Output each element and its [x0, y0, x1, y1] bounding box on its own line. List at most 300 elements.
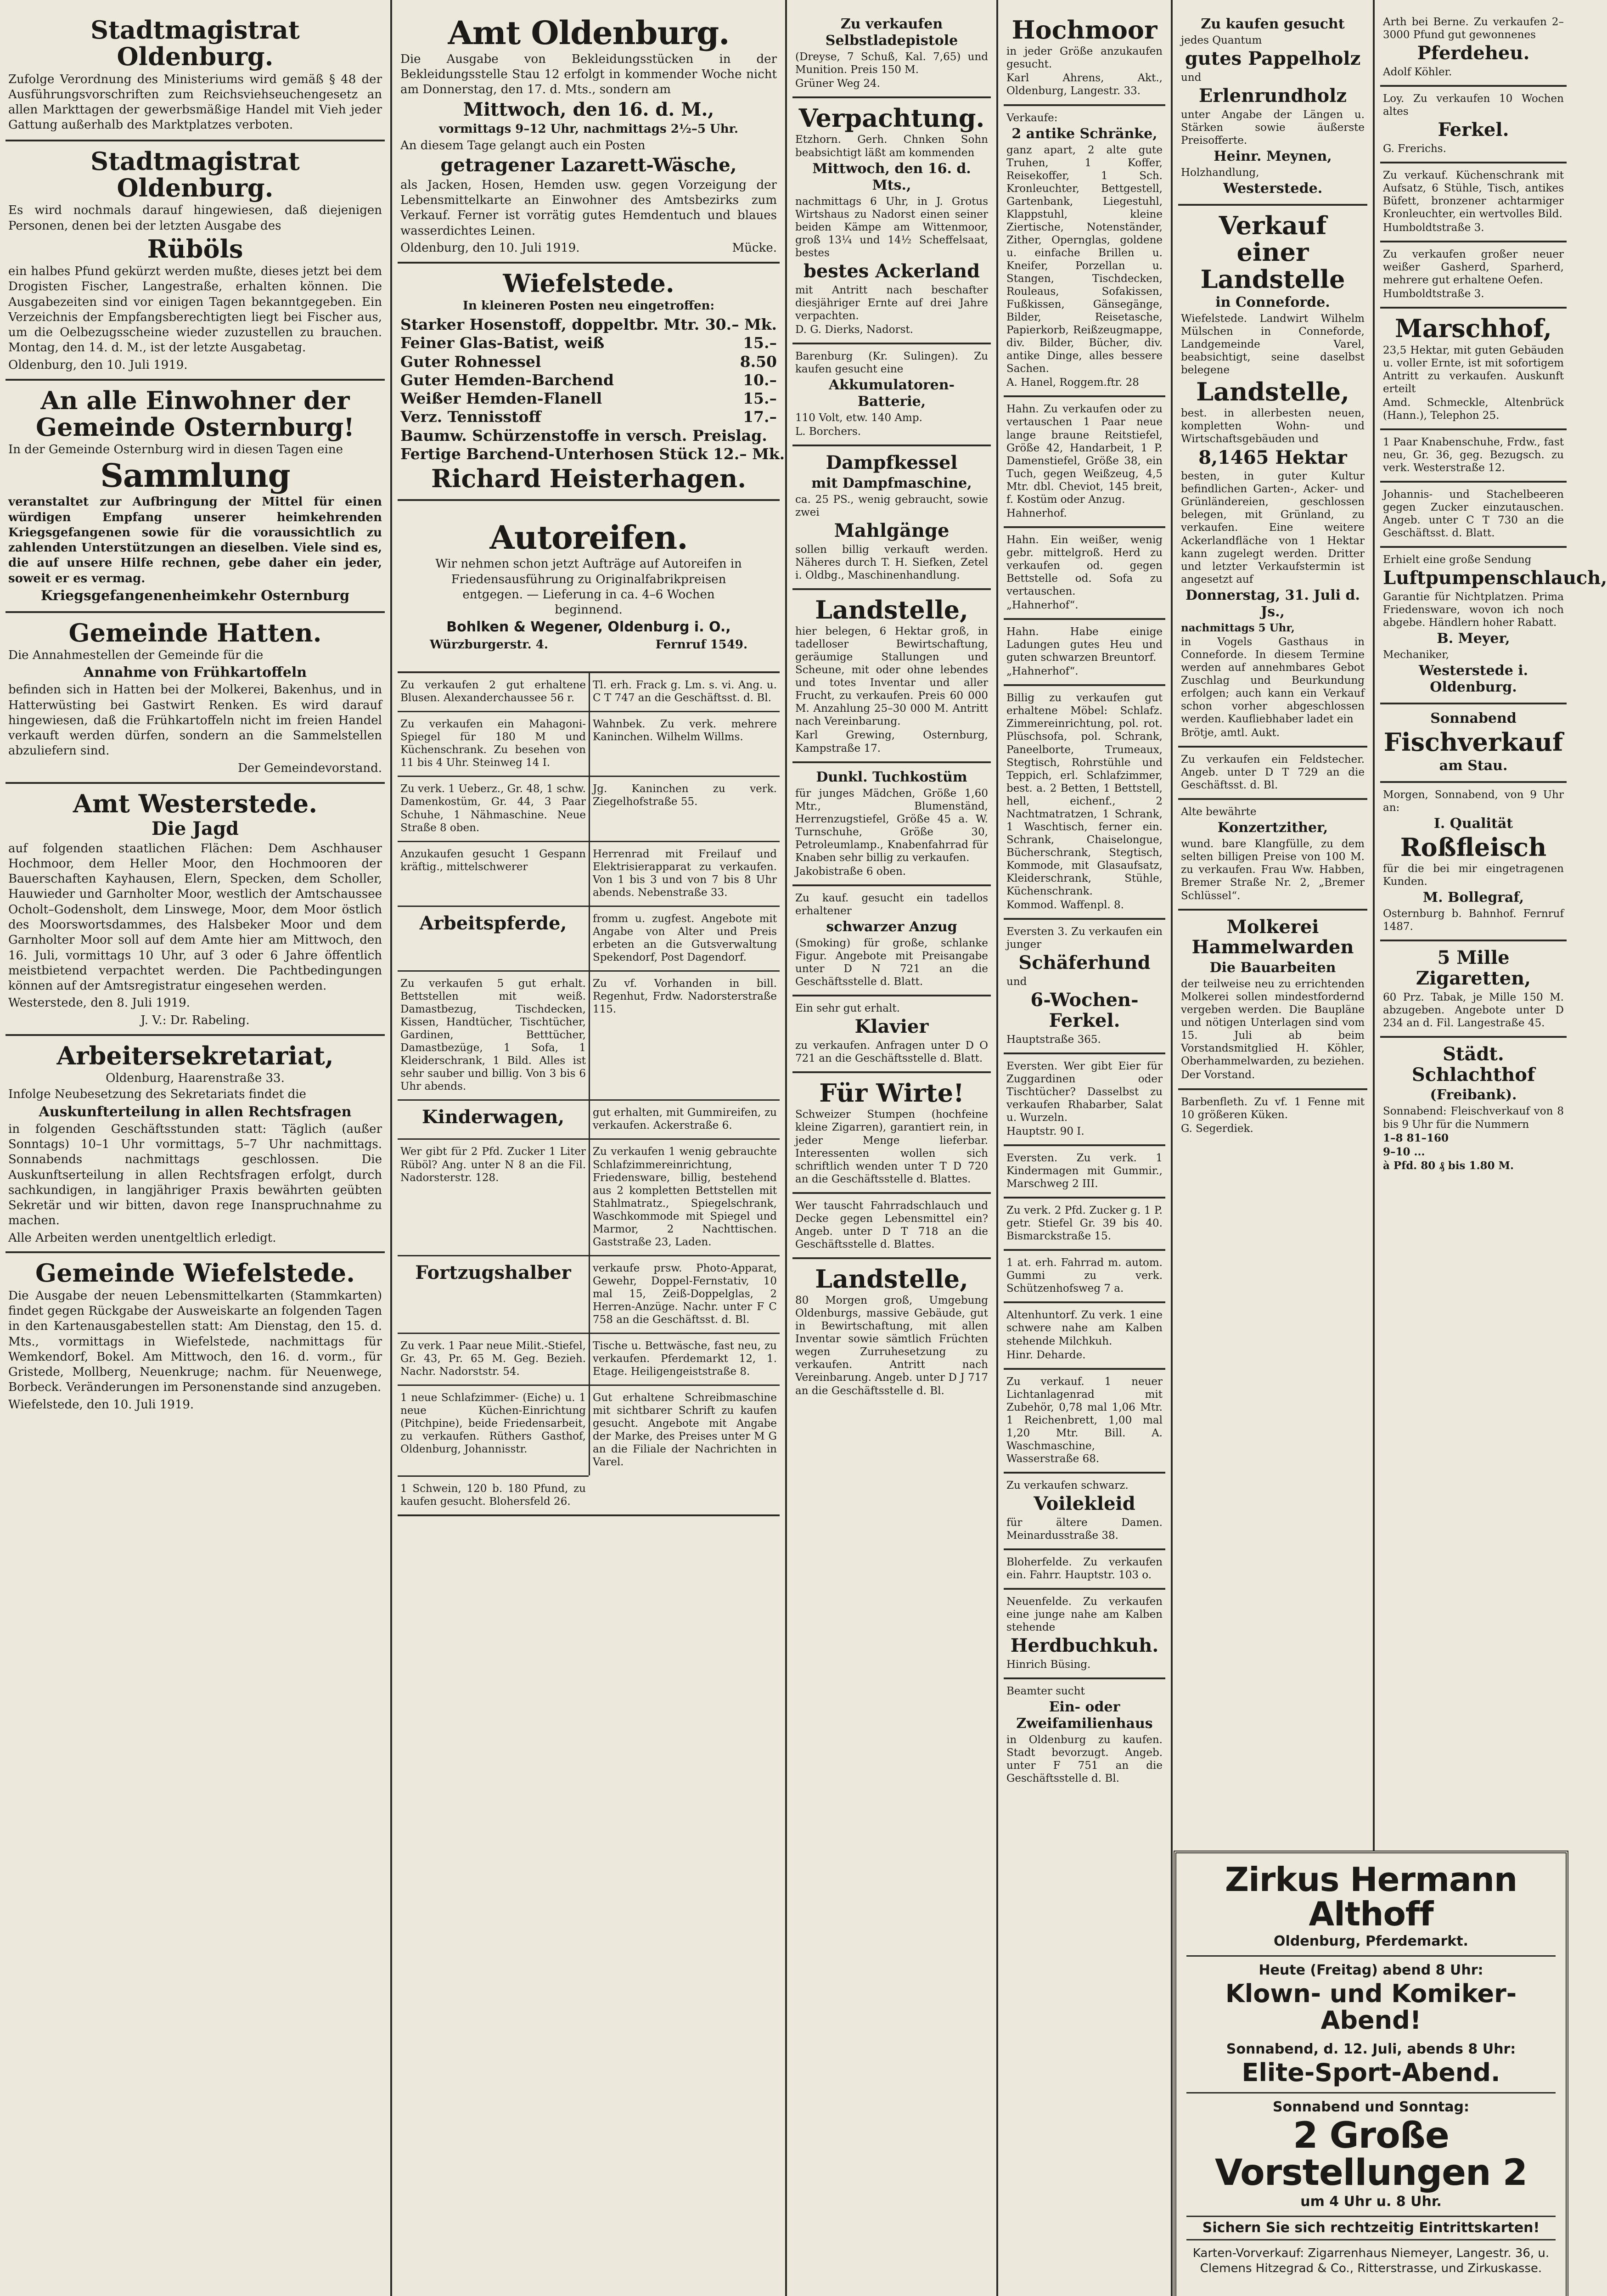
ad-signature: Karl Ahrens, Akt., Oldenburg, Langestr. 33.	[1006, 72, 1163, 97]
ad-body: Billig zu verkaufen gut erhaltene Möbel: Schlafz. Zimmereinrichtung, pol. rot. Plüschsofa, pol. Schrank, Paneelborte, Trumeaux, Stegtisch, Rohrstühle und Teppich, erl. Schlafzimmer, best. a. 2 Betten, 1 Bettstell, hell, eichenf., 2 Nachtmatratzen, 1 Schrank, 1 Waschtisch, ferner ein. Schrank, Chaiselongue, Bücherschrank, Stegtisch, Kommode, mit Glasaufsatz, Kleiderschrank, Stühle, Küchenschrank.	[1006, 692, 1163, 898]
small-ad-text: Jg. Kaninchen zu verk. Ziegelhofstraße 55.	[593, 783, 777, 808]
small-ads-grid	[398, 673, 780, 1516]
ad-body: Loy. Zu verkaufen 10 Wochen altes	[1383, 92, 1564, 118]
ad-landstelle-1	[792, 590, 991, 763]
ad-lead: In kleineren Posten neu eingetroffen:	[462, 298, 715, 313]
ad-body: Eversten 3. Zu verkaufen ein junger	[1006, 926, 1163, 951]
small-ad	[398, 841, 589, 906]
ad-fuer-wirte	[792, 1073, 991, 1194]
ad-body: Zu verkauf. 1 neuer Lichtanlagenrad mit Zubehör, 0,78 mal 1,06 Mtr. 1 Reichenbrett, 1,00 mal 1,20 Mtr. Bill. A. Waschmaschine, Wasserstraße 68.	[1006, 1375, 1163, 1465]
notice-stadtmagistrat-1	[6, 10, 385, 141]
ad-headline: Elite-Sport-Abend.	[1242, 2058, 1500, 2088]
ad-keyword: Pferdeheu.	[1417, 42, 1530, 64]
ad-keyword: Ferkel.	[1438, 119, 1509, 141]
ad-signature: Amd. Schmeckle, Altenbrück (Hann.), Telephon 25.	[1383, 396, 1564, 422]
small-ad	[398, 1255, 589, 1333]
ad-body: Etzhorn. Gerh. Chnken Sohn beabsichtigt läßt am kommenden	[795, 134, 988, 159]
ad-keyword: Klavier	[854, 1016, 929, 1038]
ad-keyword: Konzertzither,	[1217, 820, 1328, 836]
small-ad	[398, 776, 589, 840]
ad-body: Eversten. Wer gibt Eier für Zuggardinen oder Tischtücher? Dasselbst zu verkaufen Rhabarber, Salat u. Wurzeln.	[1006, 1060, 1163, 1124]
ad-line: um 4 Uhr u. 8 Uhr.	[1300, 2193, 1442, 2210]
ad-pferdeheu	[1380, 10, 1567, 87]
notice-body: Die Annahmestellen der Gemeinde für die	[8, 648, 264, 663]
ad-body: Zu verkaufen schwarz.	[1006, 1479, 1129, 1491]
ad-bloherfelde	[1004, 1550, 1165, 1590]
small-ad	[398, 1384, 589, 1475]
ad-title: Zu kaufen gesucht	[1201, 16, 1345, 32]
small-ad	[589, 776, 780, 840]
ad-verkauf-landstelle	[1178, 206, 1367, 748]
ad-line: Heute (Freitag) abend 8 Uhr:	[1259, 1962, 1483, 1978]
ad-body: und	[1181, 71, 1202, 84]
small-ad	[398, 1099, 589, 1138]
ad-signature: „Hahnerhof“.	[1006, 599, 1079, 612]
ad-keyword: Luftpumpenschlauch,	[1383, 567, 1607, 589]
ad-signature: G. Segerdiek.	[1181, 1122, 1253, 1135]
notice-body: Zufolge Verordnung des Ministeriums wird gemäß § 48 der Ausführungsvorschriften zum Reichsviehseuchengesetz an allen Markttagen der gewerbsmäßige Handel mit Vieh jeder Gattung außerhalb des Marktplatzes verboten.	[8, 72, 382, 132]
ad-subtitle: jedes Quantum	[1181, 34, 1262, 46]
ad-subtitle: in Conneforde.	[1215, 294, 1330, 310]
ad-ferkel	[1380, 87, 1567, 163]
ad-anzug	[792, 886, 991, 996]
price-item-name: Fertige Barchend-Unterhosen Stück 12.– Mk.	[400, 445, 785, 463]
ad-line: Sonnabend, d. 12. Juli, abends 8 Uhr:	[1226, 2041, 1516, 2058]
ad-body: unter Angabe der Längen u. Stärken sowie äußerste Preisofferte.	[1181, 108, 1365, 146]
ad-body: sollen billig verkauft werden. Näheres durch T. H. Siefken, Zetel i. Oldbg., Maschinenhandlung.	[795, 543, 988, 581]
notice-title: Stadtmagistrat Oldenburg.	[90, 15, 300, 72]
price-list-item	[400, 334, 777, 352]
ad-body: 80 Morgen groß, Umgebung Oldenburgs, massive Gebäude, gut in Bewirtschaftung, mit allen Inventar sowie sämtlich Früchten wegen Zurruhesetzung zu verkaufen. Antritt nach Vereinbarung. Angeb. unter D J 717 an die Geschäftsstelle d. Bl.	[795, 1294, 988, 1397]
ad-keyword-2: 6-Wochen-Ferkel.	[1030, 989, 1139, 1031]
ad-signature: G. Frerichs.	[1383, 142, 1446, 155]
ad-price: à Pfd. 80 ₰ bis 1.80 M.	[1383, 1159, 1514, 1172]
small-ad-text: Zu verkaufen 2 gut erhaltene Blusen. Alexanderchaussee 56 r.	[400, 679, 586, 704]
ad-body: hier belegen, 6 Hektar groß, in tadelloser Bewirtschaftung, geräumige Stallungen und Scheune, mit oder ohne lebendes und totes Inventar und aller Frucht, zu verkaufen. Preis 60 000 M. Anzahlung 25–30 000 M. Antritt nach Vereinbarung.	[795, 625, 988, 728]
notice-signature-2: Mücke.	[732, 241, 777, 255]
small-ad	[398, 1333, 589, 1384]
ad-notice: Sichern Sie sich rechtzeitig Eintrittskarten!	[1186, 2216, 1556, 2240]
ad-gasherd	[1380, 242, 1567, 309]
price-item-price: 10.–	[743, 371, 777, 389]
small-ad-text: Tische u. Bettwäsche, fast neu, zu verkaufen. Pferdemarkt 12, 1. Etage. Heiligengeiststraße 8.	[593, 1340, 777, 1378]
ad-body: Beamter sucht	[1006, 1685, 1085, 1697]
notice-amt-oldenburg	[398, 10, 780, 264]
ad-keyword: Roßfleisch	[1400, 832, 1547, 862]
ad-zigaretten	[1380, 941, 1567, 1038]
ad-title: Autoreifen.	[489, 518, 688, 557]
ad-landstelle-2	[792, 1259, 991, 1404]
ad-title: Hochmoor	[1011, 15, 1157, 45]
ad-rossfleisch	[1380, 783, 1567, 942]
ad-marschhof	[1380, 309, 1567, 430]
notice-title: An alle Einwohner der Gemeinde Osternburg!	[35, 385, 355, 442]
column-2	[390, 0, 785, 2296]
price-item-price: 30.– Mk.	[705, 315, 777, 334]
ad-hahn-1	[1004, 397, 1165, 528]
ad-keyword: Akkumulatoren-Batterie,	[828, 377, 955, 410]
ad-body: Schweizer Stumpen (hochfeine kleine Zigarren), garantiert rein, in jeder Menge lieferbar. Interessenten wollen sich schriftlich wenden unter T D 720 an die Geschäftsstelle d. Blattes.	[795, 1109, 988, 1185]
ad-keyword: schwarzer Anzug	[826, 918, 957, 935]
price-item-price: 15.–	[743, 334, 777, 352]
ad-body: Zu verkaufen ein Feldstecher. Angeb. unter D T 729 an die Geschäftsst. d. Bl.	[1181, 754, 1365, 792]
notice-signature: Wiefelstede, den 10. Juli 1919.	[8, 1397, 194, 1412]
ad-headline: Klown- und Komiker-Abend!	[1225, 1979, 1517, 2035]
ad-pistole	[792, 10, 991, 98]
ad-subtitle: Sonnabend	[1430, 710, 1517, 727]
ad-body: (Dreyse, 7 Schuß, Kal. 7,65) und Munition. Preis 150 M.	[795, 51, 988, 76]
ad-barbenfleth	[1178, 1090, 1367, 1142]
ad-phone: Fernruf 1549.	[655, 638, 747, 652]
notice-gemeinde-wiefelstede	[6, 1253, 385, 1418]
ad-keyword: 5 Mille Zigaretten,	[1416, 947, 1531, 989]
ad-signature: Richard Heisterhagen.	[431, 464, 746, 494]
ad-signature: M. Bollegraf,	[1422, 889, 1524, 906]
ad-milchkuh	[1004, 1303, 1165, 1369]
ad-signature-2: Osternburg b. Bahnhof. Fernruf 1487.	[1383, 908, 1564, 933]
ad-signature: Der Vorstand.	[1181, 1069, 1255, 1081]
ad-body: best. in allerbesten neuen, kompletten Wohn- und Wirtschaftsgebäuden und	[1181, 407, 1365, 445]
small-ad-text: Zu verkaufen 1 wenig gebrauchte Schlafzimmereinrichtung, Friedensware, billig, bestehend aus 2 kompletten Bettstellen mit Stahlmatratz., Spiegelschrank, Waschkommode mit Spiegel und Marmor, 2 Nachttischen. Gaststraße 23, Laden.	[593, 1146, 777, 1248]
notice-signature: Alle Arbeiten werden unentgeltlich erledigt.	[8, 1231, 276, 1245]
price-item-name: Verz. Tennisstoff	[400, 408, 541, 426]
ad-time: nachmittags 5 Uhr,	[1181, 621, 1295, 634]
ad-signature: Hauptstraße 365.	[1006, 1033, 1101, 1046]
notice-body: Es wird nochmals darauf hingewiesen, daß diejenigen Personen, denen bei der letzten Ausgabe des	[8, 203, 382, 233]
notice-body: Die Ausgabe von Bekleidungsstücken in der Bekleidungsstelle Stau 12 erfolgt in kommender Woche nicht am Donnerstag, den 17. d. Mts., sondern am	[400, 52, 777, 97]
ad-keyword: 2 antike Schränke,	[1011, 125, 1157, 142]
small-ad-text: fromm u. zugfest. Angebote mit Angabe von Alter und Preis erbeten an die Gutsverwaltung Spekendorf, Post Dagendorf.	[593, 912, 777, 963]
ad-signature: Hauptstr. 90 I.	[1006, 1125, 1084, 1137]
ad-body: Hahn. Zu verkaufen oder zu vertauschen 1 Paar neue lange braune Reitstiefel, Größe 42, Handarbeit, 1 P. Damenstiefel, Größe 38, ein Tuch, gegen Weißzeug, 4,5 Mtr. dbl. Cheviot, 145 breit, f. Kostüm oder Anzug.	[1006, 403, 1163, 506]
small-ad-text: Gut erhaltene Schreibmaschine mit sichtbarer Schrift zu kaufen gesucht. Angebote mit Angabe der Marke, des Preises unter M G an die Filiale der Nachrichten in Varel.	[593, 1392, 777, 1469]
price-item-name: Feiner Glas-Batist, weiß	[400, 334, 605, 352]
ad-body: Barbenfleth. Zu vf. 1 Fenne mit 10 größeren Küken.	[1181, 1096, 1365, 1121]
ad-feldstecher	[1178, 748, 1367, 800]
notice-title: Amt Westerstede.	[73, 788, 318, 818]
ad-body: Zu verkauf. Küchenschrank mit Aufsatz, 6 Stühle, Tisch, antikes Büfett, bronzener achtarmiger Kronleuchter, ein wertvolles Bild.	[1383, 169, 1564, 220]
ad-body: Bloherfelde. Zu verkaufen ein. Fahrr. Hauptstr. 103 o.	[1006, 1556, 1163, 1581]
small-ad-text: gut erhalten, mit Gummireifen, zu verkaufen. Ackerstraße 6.	[593, 1107, 777, 1132]
notice-signature: Oldenburg, den 10. Juli 1919.	[400, 241, 580, 255]
small-ad-text: Herrenrad mit Freilauf und Elektrisierapparat zu verkaufen. Von 1 bis 3 und von 7 bis 8 Uhr abends. Nebenstraße 33.	[593, 848, 777, 899]
ad-stachelbeeren	[1380, 483, 1567, 548]
ad-signature-3: Westerstede i. Oldenburg.	[1418, 663, 1528, 696]
column-1	[0, 0, 390, 2296]
price-list-item	[400, 315, 777, 334]
small-ad-text: Zu verk. 1 Ueberz., Gr. 48, 1 schw. Damenkostüm, Gr. 44, 3 Paar Schuhe, 1 Nähmaschine. Neue Straße 8 oben.	[400, 783, 586, 834]
notice-title: Gemeinde Wiefelstede.	[35, 1258, 355, 1288]
ad-signature: Grüner Weg 24.	[795, 78, 880, 90]
small-ad-keyword: Arbeitspferde,	[419, 912, 567, 934]
notice-title: Stadtmagistrat Oldenburg.	[90, 146, 300, 203]
notice-address: Oldenburg, Haarenstraße 33.	[106, 1071, 285, 1086]
ad-body: der teilweise neu zu errichtenden Molkerei sollen mindestfordernd vergeben werden. Die Baupläne und nötigen Unterlagen sind vom 15. Juli ab beim Vorstandsmitglied H. Köhler, Oberhammelwarden, zu beziehen.	[1181, 978, 1365, 1068]
small-ad	[589, 1255, 780, 1333]
notice-body: als Jacken, Hosen, Hemden usw. gegen Vorzeigung der Lebensmittelkarte an Einwohner des Amtsbezirks zum Verkauf. Ferner ist vorrätig gutes Hemdentuch und blaues wasserdichtes Leinen.	[400, 178, 777, 238]
ad-pappelholz	[1178, 10, 1367, 206]
small-ad-text: verkaufe prsw. Photo-Apparat, Gewehr, Doppel-Fernstativ, 10 mal 15, Zeiß-Doppelglas, 2 Herren-Anzüge. Nachr. unter F C 758 an die Geschäftsst. d. Bl.	[593, 1262, 777, 1326]
notice-signature: Oldenburg, den 10. Juli 1919.	[8, 358, 188, 372]
ad-signature: Hahnerhof.	[1006, 507, 1067, 519]
notice-signature-2: J. V.: Dr. Rabeling.	[140, 1013, 250, 1028]
ad-headline: 2 Große Vorstellungen 2	[1215, 2115, 1527, 2194]
ad-contact-row	[430, 637, 747, 653]
notice-title: Amt Oldenburg.	[448, 14, 730, 52]
ad-subtitle: Oldenburg, Pferdemarkt.	[1274, 1933, 1468, 1949]
small-ad	[589, 711, 780, 776]
column-4	[996, 0, 1171, 2296]
ad-keyword: Mahlgänge	[834, 519, 950, 541]
ad-fahrrad	[1004, 1251, 1165, 1303]
ad-body: und	[1006, 976, 1027, 988]
ad-body: Sonnabend: Fleischverkauf von 8 bis 9 Uhr für die Nummern	[1383, 1105, 1564, 1131]
price-item-price: 17.–	[743, 408, 777, 426]
small-ad-text: Zu vf. Vorhanden in bill. Regenhut, Frdw. Nadorsterstraße 115.	[593, 977, 777, 1016]
notice-signature: Westerstede, den 8. Juli 1919.	[8, 996, 190, 1010]
ad-herdbuchkuh	[1004, 1590, 1165, 1679]
ad-signature-3: Westerstede.	[1223, 180, 1323, 197]
ad-body: 110 Volt, etw. 140 Amp.	[795, 411, 922, 424]
ad-body: 1 Paar Knabenschuhe, Frdw., fast neu, Gr. 36, geg. Bezugsch. zu verk. Westerstraße 12.	[1383, 436, 1564, 474]
ad-signature: Heinr. Meynen,	[1214, 148, 1332, 164]
ad-title: Molkerei Hammelwarden	[1191, 916, 1354, 958]
small-ad-text: Zu verkaufen 5 gut erhalt. Bettstellen mit weiß. Damastbezug, Tischdecken, Kissen, Handtücher, Tischtücher, Gardinen, Betttücher, Damastbezüge, 1 Sofa, 1 Kleiderschrank, 1 Bild. Alles ist sehr sauber und billig. Von 3 bis 6 Uhr abends.	[400, 977, 586, 1093]
price-list-item	[400, 389, 777, 408]
ad-title: Landstelle,	[815, 595, 968, 625]
small-ad	[398, 1475, 589, 1514]
ad-signature-2: Holzhandlung,	[1181, 166, 1259, 179]
ad-keyword: Landstelle,	[1196, 377, 1349, 407]
ad-signature: Humboldtstraße 3.	[1383, 222, 1484, 234]
ad-date: Mittwoch, den 16. d. Mts.,	[812, 160, 971, 193]
price-list-item	[400, 408, 777, 426]
ad-body: wund. bare Klangfülle, zu dem selten billigen Preise von 100 M. zu verkaufen. Frau Ww. Habben, Bremer Straße Nr. 2, „Bremer Schlüssel“.	[1181, 838, 1365, 902]
ad-title: Verkauf einer Landstelle	[1200, 210, 1345, 294]
ad-body: Hahn. Habe einige Ladungen gutes Heu und guten schwarzen Breuntorf.	[1006, 626, 1163, 664]
small-ad-keyword: Fortzugshalber	[415, 1261, 571, 1283]
ad-keyword: Voilekleid	[1034, 1492, 1135, 1514]
ad-body: in jeder Größe anzukaufen gesucht.	[1006, 45, 1163, 71]
notice-keyword: Rüböls	[147, 234, 243, 264]
ad-numbers: 1–8 81–160	[1383, 1131, 1449, 1144]
small-ad	[398, 970, 589, 1099]
ad-keyword-2: 8,1465 Hektar	[1198, 446, 1347, 468]
notice-body: An diesem Tage gelangt auch ein Posten	[400, 138, 646, 152]
ad-zucker	[1004, 1199, 1165, 1251]
ad-eversten-1	[1004, 1054, 1165, 1146]
ad-signature: L. Borchers.	[795, 425, 861, 438]
small-ad-text: Wer gibt für 2 Pfd. Zucker 1 Liter Rüböl? Ang. unter N 8 an die Fil. Nadorsterstr. 128.	[400, 1146, 586, 1184]
ad-body: Verkaufe:	[1006, 112, 1058, 124]
ad-subtitle: mit Dampfmaschine,	[811, 475, 972, 491]
ad-knabenschuhe	[1380, 430, 1567, 483]
notice-keyword: Die Jagd	[151, 817, 239, 839]
notice-keyword: Annahme von Frühkartoffeln	[83, 664, 307, 681]
price-item-name: Guter Rohnessel	[400, 352, 541, 371]
ad-keyword: Ein- oder Zweifamilienhaus	[1016, 1699, 1153, 1732]
price-item-name: Baumw. Schürzenstoffe in versch. Preislag.	[400, 426, 767, 445]
small-ad-text: Wahnbek. Zu verk. mehrere Kaninchen. Wilhelm Willms.	[593, 718, 777, 743]
ad-title: Marschhof,	[1395, 314, 1552, 343]
small-ad-text: 1 neue Schlafzimmer- (Eiche) u. 1 neue Küchen-Einrichtung (Pitchpine), beide Friedensarbeit, zu verkaufen. Rüthers Gasthof, Oldenburg, Johannisstr.	[400, 1392, 586, 1456]
notice-time: vormittags 9–12 Uhr, nachmittags 2½–5 Uhr.	[439, 122, 738, 136]
ad-body: Hahn. Ein weißer, wenig gebr. mittelgroß. Herd zu verkaufen od. gegen Bettstelle od. Sofa zu vertauschen.	[1006, 534, 1163, 598]
ad-keyword: Fischverkauf	[1383, 727, 1563, 757]
ad-body: Altenhuntorf. Zu verk. 1 eine schwere nahe am Kalben stehende Milchkuh.	[1006, 1309, 1163, 1347]
notice-title: Arbeitersekretariat,	[56, 1041, 334, 1070]
small-ad-keyword: Kinderwagen,	[421, 1106, 565, 1128]
ad-body: in Oldenburg zu kaufen. Stadt bevorzugt. Angeb. unter F 751 an die Geschäftsstelle d. Bl.	[1006, 1733, 1163, 1785]
ad-konzertzither	[1178, 800, 1367, 910]
ad-numbers-2: 9–10 ...	[1383, 1145, 1425, 1158]
ad-signature: Hinr. Deharde.	[1006, 1349, 1086, 1361]
ad-body: Wir nehmen schon jetzt Aufträge auf Autoreifen in Friedensausführung zu Originalfabrikpreisen entgegen. — Lieferung in ca. 4–6 Wochen beginnend.	[435, 557, 742, 617]
ad-signature: Adolf Köhler.	[1383, 66, 1452, 78]
ad-lichtanlage	[1004, 1370, 1165, 1474]
notice-body: ein halbes Pfund gekürzt werden mußte, dieses jetzt bei dem Drogisten Fischer, Langestraße, erhalten können. Die Ausgabezeiten sind vor einigen Tagen bekanntgegeben. Ein Verzeichnis der Empfangsberechtigten liegt bei Fischer aus, um die Oelbezugsscheine wieder zuzustellen zu brauchen. Montag, den 14. d. M., ist der letzte Ausgabetag.	[8, 264, 382, 355]
notice-body: auf folgenden staatlichen Flächen: Dem Aschhauser Hochmoor, dem Heller Moor, den Hochmooren der Bauerschaften Kayhausen, Elern, Specken, dem Scholler, Hauwieder und Garnholter Moor, westlich der Amtschaussee Ocholt–Godensholt, dem Linswege, Moor, dem Moor östlich des Moorswortsdammes, des Halsbeker Moor und dem Garnholter Moor soll auf dem Amte hier am Mittwoch, den 16. Juli, vormittags 10 Uhr, auf 3 oder 6 Jahre öffentlich meistbietend verpachtet werden. Die Pachtbedingungen können auf der Amtsregistratur eingesehen werden.	[8, 841, 382, 993]
ad-body: nachmittags 6 Uhr, in J. Grotus Wirtshaus zu Nadorst einen seiner beiden Kämpe am Wittenmoor, groß 13¼ und 14½ Scheffelsaat, bestes	[795, 195, 988, 259]
ad-title: Wiefelstede.	[503, 268, 674, 298]
ad-signature: Hinrich Büsing.	[1006, 1658, 1091, 1671]
ad-body: 1 at. erh. Fahrrad m. autom. Gummi zu verk. Schützenhofsweg 7 a.	[1006, 1257, 1163, 1295]
ad-body: (Smoking) für große, schlanke Figur. Angebote mit Preisangabe unter D N 721 an die Geschäftsstelle d. Blatt.	[795, 937, 988, 988]
small-ad	[398, 673, 589, 711]
notice-body: in folgenden Geschäftsstunden statt: Täglich (außer Sonntags) 10–1 Uhr vormittags, 5–7 Uhr nachmittags. Sonnabends nachmittags geschlossen. Die Auskunftserteilung in allen Rechtsfragen erfolgt, durch sachkundigen, in langjähriger Praxis bewährten geübten Sekretär und wir bitten, davon rege Inanspruchnahme zu machen.	[8, 1122, 382, 1228]
ad-body: Wiefelstede. Landwirt Wilhelm Mülschen in Conneforde, Landgemeinde Varel, beabsichtigt, seine daselbst belegene	[1181, 312, 1365, 376]
notice-signature: Kriegsgefangenenheimkehr Osternburg	[40, 587, 350, 604]
ad-hahn-3	[1004, 620, 1165, 686]
ad-signature: „Hahnerhof“.	[1006, 665, 1079, 678]
ad-kuechenschrank	[1380, 163, 1567, 242]
price-item-name: Guter Hemden-Barchend	[400, 371, 614, 389]
ad-hahn-2	[1004, 528, 1165, 620]
price-item-name: Weißer Hemden-Flanell	[400, 389, 602, 408]
small-ad	[398, 906, 589, 970]
ad-body: ca. 25 PS., wenig gebraucht, sowie zwei	[795, 493, 988, 518]
ad-body: am Stau.	[1439, 757, 1508, 774]
ad-signature: Jakobistraße 6 oben.	[795, 865, 906, 878]
ad-eversten-2	[1004, 1146, 1165, 1199]
price-list	[400, 315, 785, 463]
ad-body: Wer tauscht Fahrradschlauch und Decke gegen Lebensmittel ein? Angeb. unter D T 718 an die Geschäftsstelle d. Blattes.	[795, 1199, 988, 1250]
ad-subtitle: I. Qualität	[1433, 815, 1513, 832]
small-ad	[589, 673, 780, 711]
ad-body: Zu verkaufen großer neuer weißer Gasherd, Sparherd, mehrere gut erhaltene Oefen.	[1383, 248, 1564, 287]
small-ad	[589, 906, 780, 970]
ad-body: Zu verk. 2 Pfd. Zucker g. 1 P. getr. Stiefel Gr. 39 bis 40. Bismarckstraße 15.	[1006, 1204, 1163, 1243]
ad-keyword: Herdbuchkuh.	[1010, 1635, 1159, 1657]
ad-body: Erhielt eine große Sendung	[1383, 554, 1532, 566]
small-ad	[589, 1138, 780, 1255]
ad-title: Für Wirte!	[819, 1078, 964, 1108]
ad-body: Alte bewährte	[1181, 806, 1257, 818]
ad-signature: Bohlken & Wegener, Oldenburg i. O.,	[446, 619, 731, 636]
small-ad-text: Anzukaufen gesucht 1 Gespann kräftig., mittelschwerer	[400, 848, 586, 873]
ad-dampfkessel	[792, 446, 991, 590]
ad-body: 23,5 Hektar, mit guten Gebäuden u. voller Ernte, ist mit sofortigem Antritt zu verkaufen. Auskunft erteilt	[1383, 344, 1564, 395]
price-list-item	[400, 427, 777, 445]
ad-keyword: Schäferhund	[1018, 952, 1151, 974]
ad-body: Barenburg (Kr. Sulingen). Zu kaufen gesucht eine	[795, 350, 988, 375]
ad-keyword-2: Erlenrundholz	[1198, 84, 1347, 107]
ad-body: für ältere Damen. Meinardusstraße 38.	[1006, 1516, 1163, 1542]
small-ad	[589, 1384, 780, 1475]
ad-schaeferhund	[1004, 920, 1165, 1054]
notice-body: Die Ausgabe der neuen Lebensmittelkarten (Stammkarten) findet gegen Rückgabe der Ausweiskarte an folgenden Tagen in den Kartenausgabestellen statt: Am Dienstag, den 15. d. Mts., vormittags in Wiefelstede, nachmittags für Wemkendorf, Bokel. Am Mittwoch, den 16. d. vorm., für Gristede, Mollberg, Neuenkruge; nachm. für Neuenwege, Borbeck. Veränderungen im Personenstande sind anzugeben.	[8, 1289, 382, 1395]
ad-heisterhagen	[398, 264, 785, 501]
ad-subtitle: (Freibank).	[1430, 1087, 1517, 1103]
ad-body: 60 Prz. Tabak, je Mille 150 M. abzugeben. Angebote unter D 234 an d. Fil. Langestraße 45.	[1383, 991, 1564, 1029]
notice-keyword: Sammlung	[100, 456, 290, 495]
small-ad	[398, 1138, 589, 1255]
ad-signature: A. Hanel, Roggem.ftr. 28	[1006, 377, 1139, 389]
ad-signature-2: Mechaniker,	[1383, 649, 1450, 661]
ad-signature: D. G. Dierks, Nadorst.	[795, 323, 913, 336]
ad-keyword: gutes Pappelholz	[1185, 48, 1361, 70]
small-ad	[589, 970, 780, 1099]
notice-keyword: Auskunfterteilung in allen Rechtsfragen	[39, 1103, 352, 1120]
ad-title: Städt. Schlachthof	[1411, 1043, 1535, 1086]
ad-address: Würzburgerstr. 4.	[430, 638, 548, 652]
ad-antike-schraenke	[1004, 106, 1165, 398]
price-list-item	[400, 353, 777, 371]
ad-title: Verpachtung.	[798, 103, 985, 133]
notice-amt-westerstede	[6, 784, 385, 1036]
ad-body: ganz apart, 2 alte gute Truhen, 1 Koffer, Reisekoffer, 1 Sch. Kronleuchter, Bettgestell, Gartenbank, Liegestuhl, Klappstuhl, kleine Ziertische, Notenständer, Zither, Opernglas, goldene u. einfache Brillen u. Kneifer, Porzellan u. Stangen, Tischdecken, Rouleaus, Sofakissen, Fußkissen, Gänsegänge, Bilder, Reisetasche, Papierkorb, Reißzeugmappe, div. Bilder, Bücher, div. antike Dinge, alles bessere Sachen.	[1006, 144, 1163, 375]
notice-osternburg	[6, 381, 385, 613]
ad-body: mit Antritt nach beschafter diesjähriger Ernte auf drei Jahre verpachten.	[795, 284, 988, 322]
ad-keyword: bestes Ackerland	[803, 260, 980, 282]
ad-signature: Karl Grewing, Osternburg, Kampstraße 17.	[795, 729, 988, 754]
ad-body: Morgen, Sonnabend, von 9 Uhr an:	[1383, 788, 1564, 814]
ad-line: Sonnabend und Sonntag:	[1273, 2099, 1469, 2115]
small-ad	[589, 1333, 780, 1384]
ad-title: Zu verkaufen Selbstladepistole	[825, 16, 958, 49]
ad-signature: Humboldtstraße 3.	[1383, 288, 1484, 300]
small-ad	[589, 841, 780, 906]
notice-signature-row	[400, 241, 777, 256]
ad-keyword: Die Bauarbeiten	[1209, 960, 1336, 976]
notice-keyword: getragener Lazarett-Wäsche,	[440, 154, 737, 176]
ad-body: in Vogels Gasthaus in Conneforde. In diesem Termine werden auf annehmbares Gebot Zuschlag und Beurkundung erfolgen; auch kann ein Verkauf schon vorher abgeschlossen werden. Kaufliebhaber ladet ein	[1181, 636, 1365, 726]
notice-date: Mittwoch, den 16. d. M.,	[463, 98, 714, 120]
column-3	[785, 0, 996, 2296]
ad-body: Garantie für Nichtplatzen. Prima Friedensware, wovon ich noch abgebe. Händlern hoher Rabatt.	[1383, 591, 1564, 629]
ad-presale: Karten-Vorverkauf: Zigarrenhaus Niemeyer, Langestr. 36, u. Clemens Hitzegrad & Co., Ritterstrasse, und Zirkuskasse.	[1192, 2246, 1550, 2276]
notice-signature: Der Gemeindevorstand.	[238, 761, 382, 775]
price-item-name: Starker Hosenstoff, doppeltbr. Mtr.	[400, 315, 700, 334]
ad-body: Arth bei Berne. Zu verkaufen 2–3000 Pfund gut gewonnenes	[1383, 16, 1564, 41]
ad-akkumulator	[792, 344, 991, 446]
notice-arbeitersekretariat	[6, 1036, 385, 1254]
ad-fahrradschlauch	[792, 1194, 991, 1259]
ad-body: Eversten. Zu verk. 1 Kindermagen mit Gummir., Marschweg 2 III.	[1006, 1152, 1163, 1190]
ad-title: Dunkl. Tuchkostüm	[816, 769, 967, 785]
ad-title: Landstelle,	[815, 1264, 968, 1294]
ad-schlachthof	[1380, 1038, 1567, 1179]
ad-moebel	[1004, 686, 1165, 920]
small-ad-text: Zu verkaufen ein Mahagoni-Spiegel für 180 M und Küchenschrank. Zu besehen von 11 bis 4 Uhr. Steinweg 14 I.	[400, 718, 586, 769]
notice-gemeinde-hatten	[6, 613, 385, 784]
ad-molkerei	[1178, 911, 1367, 1090]
ad-body: für die bei mir eingetragenen Kunden.	[1383, 862, 1564, 888]
ad-title: Zirkus Hermann Althoff	[1225, 1860, 1517, 1933]
notice-title: Gemeinde Hatten.	[68, 618, 322, 647]
ad-autoreifen	[398, 501, 780, 673]
ad-body: besten, in guter Kultur befindlichen Garten-, Acker- und Grünländereien, geschlossen belegen, mit Grünland, zu verkaufen. Eine weitere Ackerlandfläche von 1 Hektar kann zugelegt werden. Dritter und letzter Verkaufstermin ist angesetzt auf	[1181, 470, 1365, 585]
